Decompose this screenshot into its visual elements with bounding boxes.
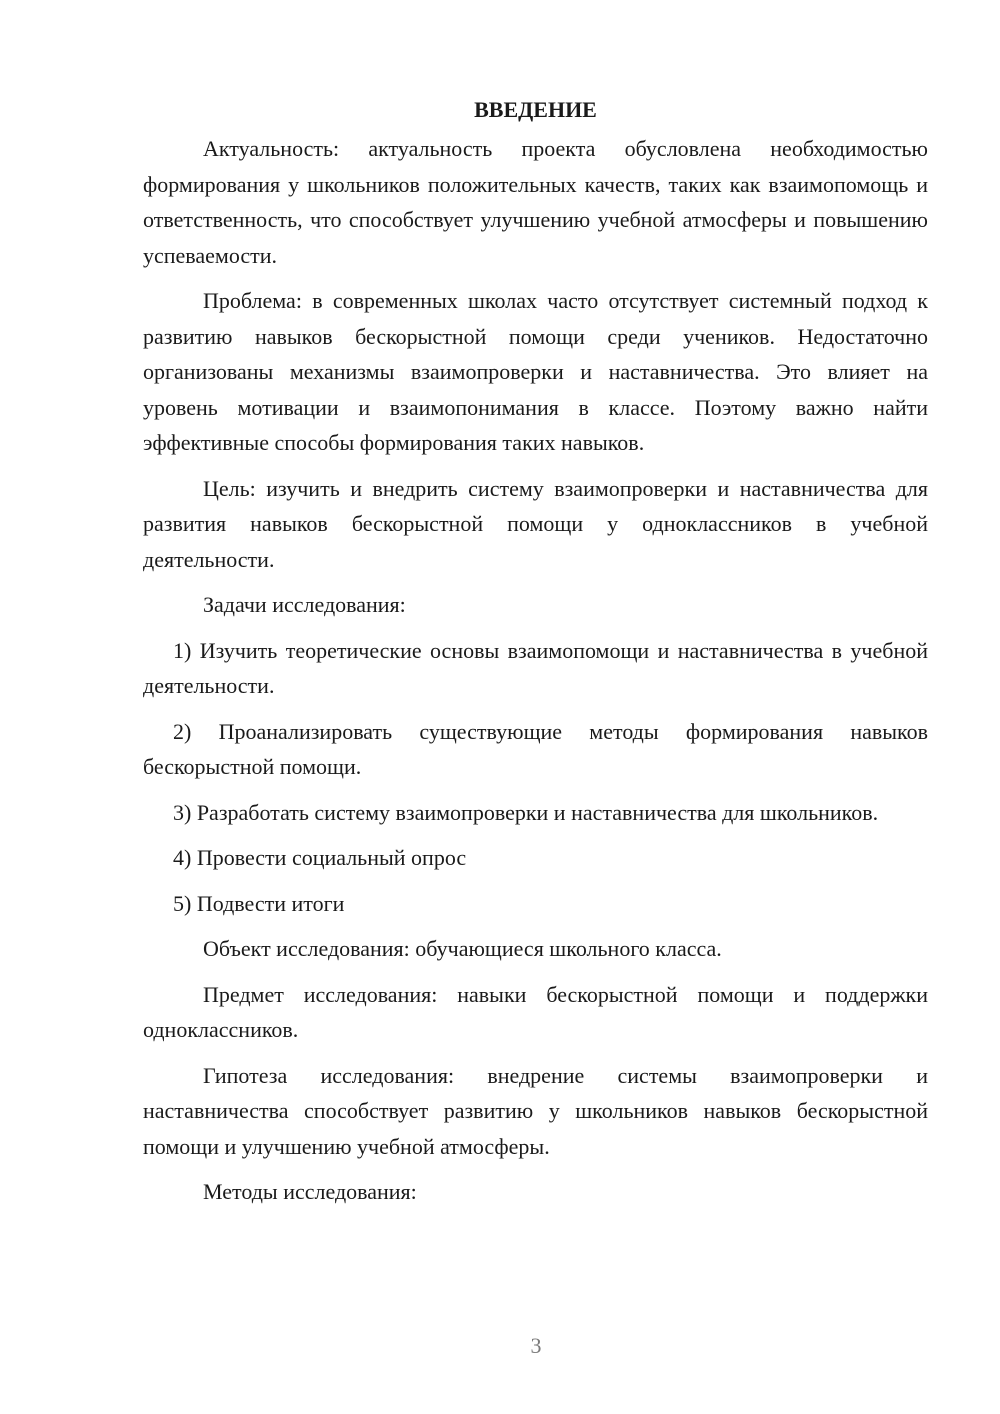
task-item: 1) Изучить теоретические основы взаимопомощи и наставничества в учебной деятельности.: [143, 637, 928, 698]
object-paragraph: Объект исследования: обучающиеся школьного класса.: [203, 936, 722, 961]
hypothesis-paragraph: Гипотеза исследования: внедрение системы взаимопроверки и наставничества способствует развитию у школьников навыков бескорыстной помощи и улучшению учебной атмосферы.: [143, 1062, 928, 1159]
problem-paragraph: Проблема: в современных школах часто отсутствует системный подход к развитию навыков бескорыстной помощи среди учеников. Недостаточно организованы механизмы взаимопроверки и наставничества. Это влияет на уровень мотивации и взаимопонимания в классе. Поэтому важно найти эффективные способы формирования таких навыков.: [143, 288, 928, 455]
subject-paragraph: Предмет исследования: навыки бескорыстной помощи и поддержки одноклассников.: [143, 981, 928, 1042]
relevance-paragraph: Актуальность: актуальность проекта обусловлена необходимостью формирования у школьников положительных качеств, таких как взаимопомощь и ответственность, что способствует улучшению учебной атмосферы и повышению успеваемости.: [143, 136, 928, 268]
page-number: 3: [530, 1333, 542, 1358]
tasks-heading: Задачи исследования:: [203, 592, 406, 617]
page-content: [143, 92, 928, 1210]
task-item: 2) Проанализировать существующие методы формирования навыков бескорыстной помощи.: [143, 718, 928, 779]
task-item: 5) Подвести итоги: [173, 890, 345, 916]
section-title: ВВЕДЕНИЕ: [474, 97, 597, 122]
task-item: 3) Разработать систему взаимопроверки и наставничества для школьников.: [173, 799, 879, 825]
methods-heading: Методы исследования:: [203, 1179, 417, 1204]
goal-paragraph: Цель: изучить и внедрить систему взаимопроверки и наставничества для развития навыков бескорыстной помощи у одноклассников в учебной деятельности.: [143, 475, 928, 572]
task-item: 4) Провести социальный опрос: [173, 845, 467, 870]
